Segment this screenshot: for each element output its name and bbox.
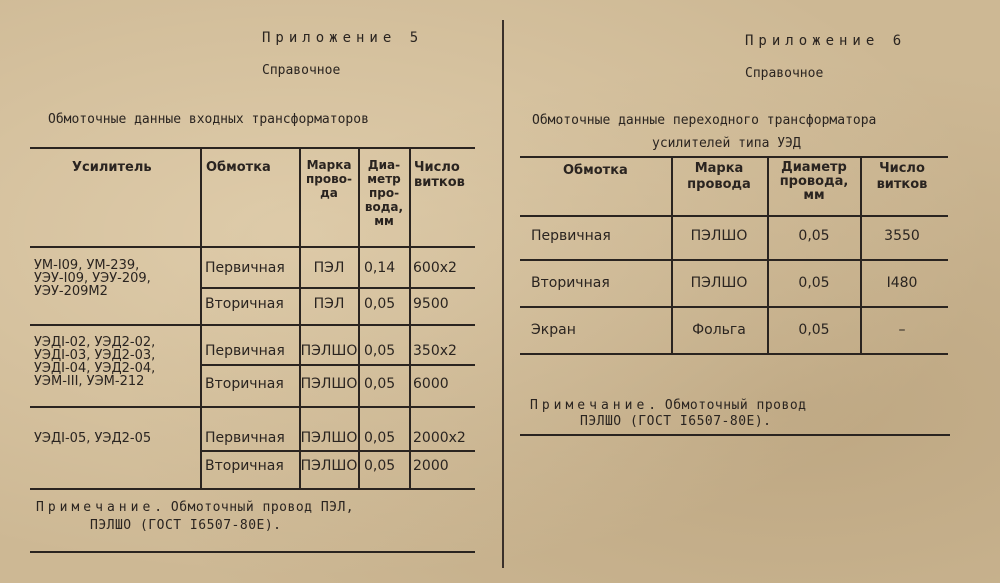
turns-cell: 3550 xyxy=(884,228,920,244)
diameter-cell: 0,05 xyxy=(364,430,396,446)
table-rule xyxy=(200,450,475,452)
diameter-cell: 0,05 xyxy=(364,296,396,312)
turns-cell: 2000 xyxy=(413,458,449,474)
wire-cell: ПЭЛШО xyxy=(300,458,358,474)
diameter-cell: 0,05 xyxy=(364,376,396,392)
table-column-rule xyxy=(200,147,202,488)
table-column-rule xyxy=(409,147,411,488)
header-wire-grade: Марка прово- да xyxy=(306,158,352,200)
winding-cell: Первичная xyxy=(205,343,285,359)
appendix-6-title-line2: усилителей типа УЭД xyxy=(652,136,801,151)
table-rule xyxy=(520,156,948,158)
header-turns: Число витков xyxy=(876,161,928,192)
appendix-6-subtitle: Справочное xyxy=(745,66,824,81)
turns-cell: 2000х2 xyxy=(413,430,466,446)
winding-cell: Вторичная xyxy=(205,376,284,392)
page-divider xyxy=(502,20,504,568)
header-winding: Обмотка xyxy=(563,163,628,178)
turns-cell: 600х2 xyxy=(413,260,457,276)
diameter-cell: 0,05 xyxy=(364,458,396,474)
turns-cell: 6000 xyxy=(413,376,449,392)
table-rule xyxy=(30,488,475,490)
header-turns: Число витков xyxy=(414,160,465,190)
appendix-6-heading: Приложение 6 xyxy=(745,33,907,49)
diameter-cell: 0,05 xyxy=(798,275,830,291)
winding-cell: Первичная xyxy=(205,430,285,446)
turns-cell: 9500 xyxy=(413,296,449,312)
wire-cell: ПЭЛШО xyxy=(690,228,748,244)
table-rule xyxy=(520,259,948,261)
header-amplifier: Усилитель xyxy=(72,160,152,175)
header-winding: Обмотка xyxy=(206,160,271,175)
winding-cell: Экран xyxy=(531,322,576,338)
amplifier-group-1: УМ-I09, УМ-239, УЭУ-I09, УЭУ-209, УЭУ-209М2 xyxy=(34,258,151,299)
turns-cell: 350х2 xyxy=(413,343,457,359)
table-rule xyxy=(200,364,475,366)
table-rule xyxy=(520,306,948,308)
turns-cell: I480 xyxy=(886,275,918,291)
appendix-5-note-line2: ПЭЛШО (ГОСТ I6507-80Е). xyxy=(90,518,282,533)
wire-cell: ПЭЛШО xyxy=(300,376,358,392)
appendix-5-subtitle: Справочное xyxy=(262,63,341,78)
table-rule xyxy=(30,551,475,553)
diameter-cell: 0,14 xyxy=(364,260,396,276)
appendix-5-title: Обмоточные данные входных трансформаторов xyxy=(48,112,369,127)
appendix-5-heading: Приложение 5 xyxy=(262,30,424,46)
appendix-5-note: Примечание. Обмоточный провод ПЭЛ, xyxy=(36,500,355,515)
wire-cell: ПЭЛ xyxy=(313,296,345,312)
winding-cell: Вторичная xyxy=(205,458,284,474)
diameter-cell: 0,05 xyxy=(364,343,396,359)
winding-cell: Первичная xyxy=(531,228,611,244)
diameter-cell: 0,05 xyxy=(798,228,830,244)
appendix-6-title: Обмоточные данные переходного трансформатора xyxy=(532,113,877,128)
winding-cell: Первичная xyxy=(205,260,285,276)
appendix-6-note-line2: ПЭЛШО (ГОСТ I6507-80Е). xyxy=(580,414,772,429)
amplifier-group-2: УЭДI-02, УЭД2-02, УЭДI-03, УЭД2-03, УЭДI-04, УЭД2-04, УЭМ-III, УЭМ-212 xyxy=(34,335,156,389)
header-wire-diameter: Диаметр провода, мм xyxy=(779,160,849,203)
table-rule xyxy=(200,287,475,289)
header-wire-diameter: Диа- метр про- вода, мм xyxy=(364,158,404,228)
table-rule xyxy=(520,215,948,217)
wire-cell: ПЭЛШО xyxy=(690,275,748,291)
appendix-6-note: Примечание. Обмоточный провод xyxy=(530,398,807,413)
wire-cell: ПЭЛШО xyxy=(300,430,358,446)
diameter-cell: 0,05 xyxy=(798,322,830,338)
winding-cell: Вторичная xyxy=(531,275,610,291)
wire-cell: ПЭЛ xyxy=(313,260,345,276)
header-wire-grade: Марка провода xyxy=(687,161,751,192)
winding-cell: Вторичная xyxy=(205,296,284,312)
table-rule xyxy=(520,434,950,436)
wire-cell: Фольга xyxy=(692,322,746,338)
amplifier-group-3: УЭДI-05, УЭД2-05 xyxy=(34,431,152,446)
turns-cell: – xyxy=(898,322,906,338)
table-rule xyxy=(520,353,948,355)
wire-cell: ПЭЛШО xyxy=(300,343,358,359)
